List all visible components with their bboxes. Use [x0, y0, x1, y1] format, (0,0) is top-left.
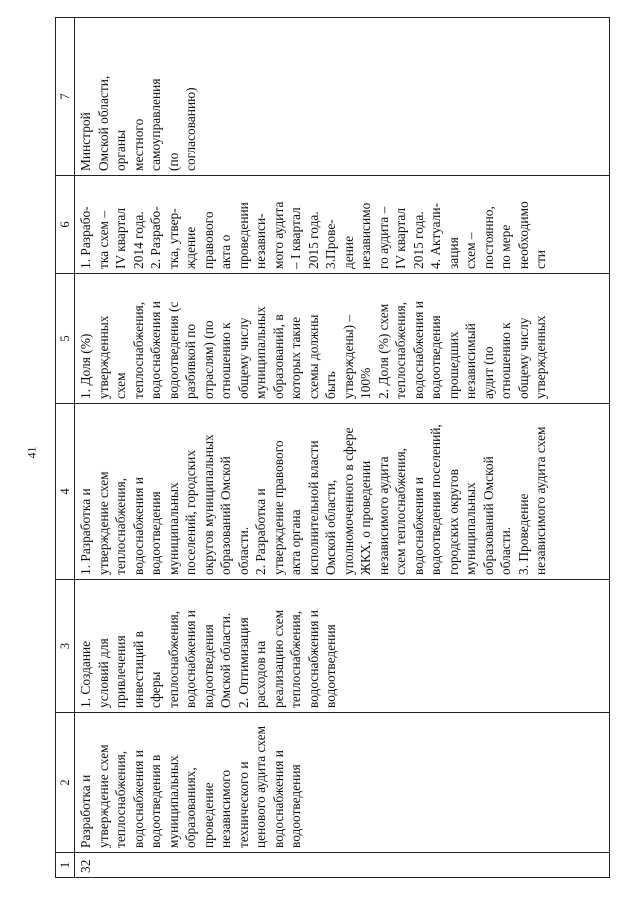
- cell-line: 100%: [358, 367, 373, 399]
- cell-line: утверждение схем: [95, 471, 111, 575]
- header-cell-3: 3: [56, 580, 75, 713]
- cell-line: постоянно,: [480, 206, 496, 269]
- cell-line: муниципальных: [463, 482, 478, 575]
- header-cell-1: 1: [56, 853, 75, 878]
- cell-line: теплоснабжения,: [130, 301, 146, 399]
- cell-line: отношению к: [218, 322, 233, 399]
- cell-line: технического и: [235, 761, 251, 848]
- cell-event-name: [75, 713, 610, 853]
- cell-line: образований Омской: [480, 456, 496, 575]
- cell-line: акта органа: [288, 509, 303, 575]
- cell-line: муниципальных: [253, 306, 268, 399]
- cell-line: самоуправления: [148, 78, 163, 171]
- cell-line: образований Омской: [218, 456, 233, 575]
- cell-line: водоснабжения и: [183, 610, 198, 708]
- rotated-table-container: [55, 18, 610, 878]
- cell-indicators: [75, 274, 610, 404]
- cell-line: быть: [323, 371, 338, 399]
- cell-line: независи-: [253, 213, 268, 269]
- cell-line: поселений, городских: [183, 449, 198, 575]
- cell-line: акта о: [218, 234, 233, 269]
- cell-tasks: [75, 404, 610, 580]
- cell-line: согласованию): [183, 87, 198, 171]
- cell-line: общему числу: [515, 317, 531, 399]
- cell-line: 2. Разрабо-: [148, 206, 163, 269]
- cell-line: отраслям) (по: [200, 320, 216, 399]
- cell-line: Омской области,: [95, 75, 111, 171]
- cell-line: водоотведения: [148, 491, 163, 575]
- cell-line: разбивкой по: [183, 323, 198, 399]
- cell-line: го аудита –: [375, 206, 391, 269]
- cell-line: 1. Доля (%): [78, 333, 93, 399]
- cell-line: водоснабжения и: [410, 477, 426, 575]
- cell-line: водоотведения: [200, 624, 216, 708]
- cell-line: водоотведения: [288, 764, 303, 848]
- cell-line: местного: [130, 118, 146, 171]
- cell-line: схем: [113, 372, 128, 399]
- cell-line: Омской области,: [323, 479, 338, 575]
- cell-line: исполнительной власти: [305, 440, 321, 575]
- cell-line: 2. Доля (%) схем: [375, 303, 391, 399]
- cell-line: органы: [113, 130, 128, 171]
- cell-line: ждение: [183, 226, 198, 269]
- cell-line: образованиях,: [183, 767, 198, 848]
- cell-line: теплоснабжения,: [113, 477, 128, 575]
- cell-line: 3. Проведение: [515, 493, 531, 575]
- cell-line: утвержденных: [533, 315, 548, 399]
- cell-line: реализацию схем: [270, 609, 286, 708]
- header-cell-5: 5: [56, 274, 75, 404]
- cell-line: области.: [235, 526, 251, 575]
- cell-line: независимо: [358, 202, 373, 269]
- cell-line: 4. Актуали-: [428, 203, 443, 269]
- cell-line: общему числу: [235, 317, 251, 399]
- cell-line: независимого аудита: [375, 456, 391, 575]
- cell-line: расходов на: [253, 640, 268, 708]
- cell-line: Минстрой: [78, 112, 93, 171]
- cell-line: схем теплоснабжения,: [393, 448, 408, 575]
- cell-line: водоотведения в: [148, 754, 163, 848]
- cell-line: IV квартал: [113, 207, 128, 269]
- cell-line: инвестиций в: [130, 631, 146, 708]
- cell-line: муниципальных: [165, 482, 181, 575]
- cell-goals: [75, 580, 610, 713]
- cell-line: независимого: [218, 769, 233, 848]
- cell-deadlines: [75, 176, 610, 274]
- cell-line: ЖКХ, о проведении: [358, 460, 373, 575]
- header-row: [56, 18, 75, 878]
- cell-line: теплоснабжения,: [288, 610, 303, 708]
- cell-line: независимый: [463, 323, 478, 399]
- table-row: [75, 18, 610, 878]
- cell-line: водоотведения поселений,: [428, 424, 443, 575]
- cell-line: проведение: [200, 782, 216, 848]
- cell-line: 1. Создание: [78, 640, 93, 708]
- header-cell-2: 2: [56, 713, 75, 853]
- cell-line: 2015 года.: [410, 211, 426, 269]
- cell-line: водоснабжения и: [305, 610, 321, 708]
- cell-line: схем –: [463, 232, 478, 269]
- cell-line: городских округов: [445, 469, 461, 575]
- cell-line: ценового аудита схем: [253, 725, 268, 848]
- cell-line: водоснабжения и: [130, 477, 146, 575]
- header-cell-7: 7: [56, 18, 75, 176]
- cell-line: водоснабжения и: [148, 301, 163, 399]
- cell-line: области.: [498, 526, 513, 575]
- cell-line: привлечения: [113, 635, 128, 708]
- cell-line: условий для: [95, 638, 111, 708]
- cell-line: 2014 года.: [130, 211, 146, 269]
- cell-line: 2015 года.: [305, 211, 321, 269]
- cell-line: необходимо: [515, 201, 531, 269]
- cell-line: сти: [533, 250, 548, 269]
- cell-line: водоотведения (с: [165, 301, 181, 399]
- cell-line: теплоснабжения,: [165, 610, 181, 708]
- cell-line: – I квартал: [288, 207, 303, 269]
- program-table: [55, 17, 610, 878]
- cell-line: дение: [340, 235, 356, 269]
- cell-line: округов муниципальных: [200, 434, 216, 575]
- cell-line: сферы: [148, 671, 163, 708]
- cell-line: муниципальных: [165, 755, 181, 848]
- cell-line: схемы должны: [305, 314, 321, 399]
- cell-line: отношению к: [498, 322, 513, 399]
- cell-line: 32: [78, 859, 93, 873]
- cell-line: уполномоченного в сфере: [340, 427, 356, 575]
- cell-line: тка, утвер-: [165, 208, 181, 269]
- cell-line: Разработка и: [78, 774, 93, 848]
- cell-line: зация: [445, 237, 461, 269]
- cell-line: утвержденных: [95, 315, 111, 399]
- cell-line: (по: [165, 152, 181, 171]
- cell-line: водоотведения: [428, 315, 443, 399]
- cell-line: аудит (по: [480, 346, 496, 399]
- cell-line: теплоснабжения,: [393, 301, 408, 399]
- cell-line: 1. Разработка и: [78, 488, 93, 575]
- page-number: 41: [24, 446, 39, 459]
- cell-line: утверждены) –: [340, 314, 356, 399]
- cell-line: по мере: [498, 224, 513, 269]
- cell-row-number: [75, 853, 610, 878]
- header-cell-6: 6: [56, 176, 75, 274]
- cell-line: проведении: [235, 202, 251, 269]
- cell-line: тка схем –: [95, 210, 111, 269]
- cell-line: водоснабжения и: [270, 750, 286, 848]
- cell-line: правового: [200, 211, 216, 269]
- header-cell-4: 4: [56, 404, 75, 580]
- cell-line: водоснабжения и: [130, 750, 146, 848]
- cell-line: 1. Разрабо-: [78, 206, 93, 269]
- cell-line: Омской области.: [218, 612, 233, 708]
- cell-line: независимого аудита схем: [533, 426, 548, 575]
- cell-line: 2. Разработка и: [253, 488, 268, 575]
- cell-line: водоснабжения и: [410, 301, 426, 399]
- cell-line: утверждение правового: [270, 440, 286, 575]
- cell-line: 2. Оптимизация: [235, 617, 251, 708]
- cell-line: теплоснабжения,: [113, 750, 128, 848]
- cell-line: утверждение схем: [95, 744, 111, 848]
- cell-line: 3.Прове-: [323, 219, 338, 269]
- cell-responsible: [75, 18, 610, 176]
- cell-line: образований, в: [270, 314, 286, 399]
- cell-line: которых такие: [288, 316, 303, 399]
- cell-line: водоотведения: [323, 624, 338, 708]
- cell-line: мого аудита: [270, 201, 286, 269]
- cell-line: IV квартал: [393, 207, 408, 269]
- cell-line: прошедших: [445, 331, 461, 399]
